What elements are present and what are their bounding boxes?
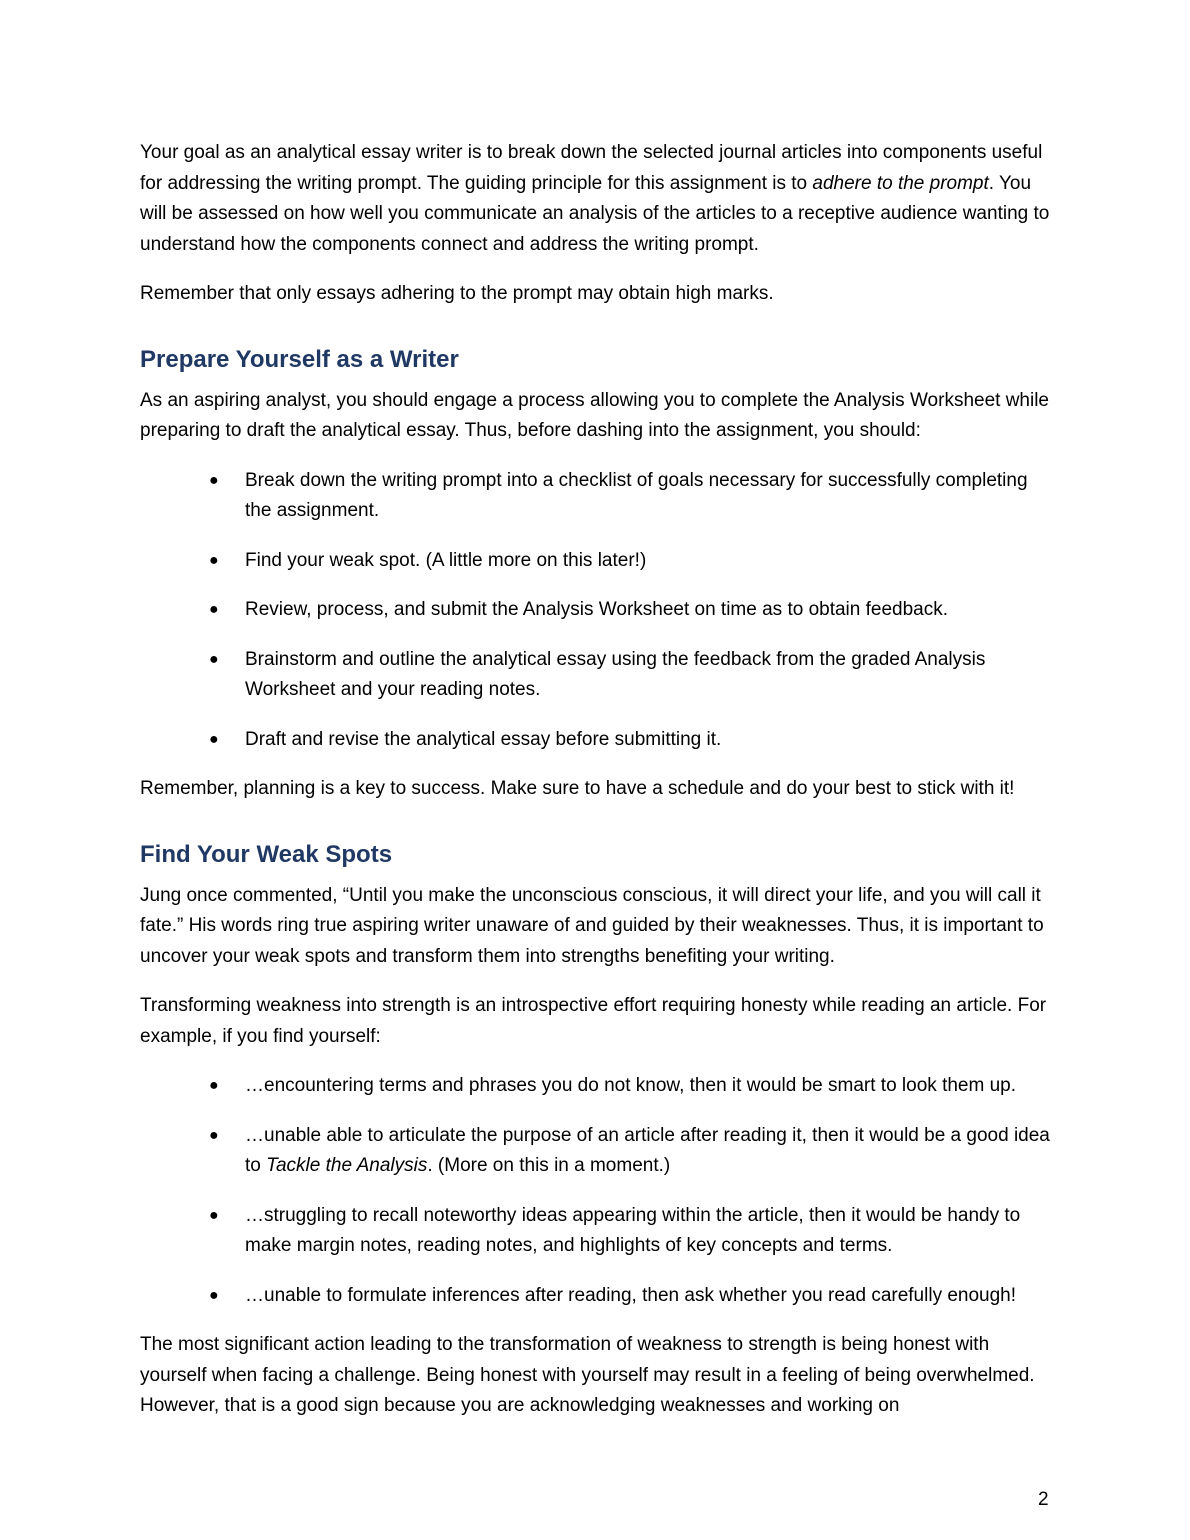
intro-emphasis: adhere to the prompt <box>812 172 989 194</box>
weak-spots-paragraph-3: The most significant action leading to the transformation of weakness to strength is being honest with yourself when facing a challenge. Being honest with yourself may result in a feeling of being overwhelmed. However, that is a good sign because you are acknowledging weaknesses and working on <box>140 1334 1035 1416</box>
heading-prepare-yourself: Prepare Yourself as a Writer <box>140 345 459 373</box>
bullet-icon: ● <box>209 1126 219 1144</box>
bullet-icon: ● <box>209 471 219 489</box>
intro-text-b: . You will be assessed on how well you communicate an analysis of the articles to a receptive audience wanting to understand how the components connect and address the writing prompt. <box>140 172 1050 255</box>
list-item-text: Review, process, and submit the Analysis Worksheet on time as to obtain feedback. <box>245 599 949 620</box>
list-item-text: …encountering terms and phrases you do not know, then it would be smart to look them up. <box>245 1075 1016 1096</box>
intro-paragraph-1 <box>140 138 1055 260</box>
heading-find-weak-spots: Find Your Weak Spots <box>140 840 393 868</box>
list-item <box>140 1281 1055 1312</box>
list-item <box>140 1201 1055 1262</box>
list-item <box>140 466 1055 527</box>
bullet-icon: ● <box>209 730 219 748</box>
list-item <box>140 725 1055 756</box>
list-item-text: …struggling to recall noteworthy ideas appearing within the article, then it would be handy to make margin notes, reading notes, and highlights of key concepts and terms. <box>245 1204 1021 1256</box>
list-item <box>140 595 1055 626</box>
weak-spots-paragraph-1: Jung once commented, “Until you make the unconscious conscious, it will direct your life, and you will call it fate.” His words ring true aspiring writer unaware of and guided by their weaknesses. Thus, it is important to uncover your weak spots and transform them into strengths benefiting your writing. <box>140 884 1044 967</box>
intro-paragraph-2: Remember that only essays adhering to the prompt may obtain high marks. <box>140 283 774 304</box>
prepare-closing-paragraph: Remember, planning is a key to success. Make sure to have a schedule and do your best to stick with it! <box>140 778 1015 799</box>
bullet-icon: ● <box>209 1077 219 1094</box>
list-item-text: Find your weak spot. (A little more on this later!) <box>245 549 647 571</box>
bullet-icon: ● <box>209 1206 219 1224</box>
bullet-icon: ● <box>209 1286 219 1304</box>
prepare-lead-paragraph: As an aspiring analyst, you should engage a process allowing you to complete the Analysis Worksheet while preparing to draft the analytical essay. Thus, before dashing into the assignment, you should: <box>140 389 1050 441</box>
weak-spots-list <box>140 1071 1055 1311</box>
intro-text-a: Your goal as an analytical essay writer is to break down the selected journal articles into components useful for addressing the writing prompt. The guiding principle for this assignment is to <box>140 142 1043 194</box>
bullet-icon: ● <box>209 551 219 569</box>
list-item <box>140 1071 1055 1102</box>
list-item-text: Break down the writing prompt into a checklist of goals necessary for successfully completing the assignment. <box>245 469 1028 521</box>
prepare-checklist <box>140 466 1055 756</box>
list-item <box>140 645 1055 706</box>
page-number: 2 <box>1038 1489 1049 1510</box>
list-item-emphasis: Tackle the Analysis <box>266 1155 428 1176</box>
list-item-text-b: . (More on this in a moment.) <box>427 1155 671 1176</box>
document-page <box>140 138 1055 1441</box>
list-item <box>140 1121 1055 1182</box>
list-item <box>140 546 1055 577</box>
list-item-text-a: …unable able to articulate the purpose of an article after reading it, then it would be a good idea to <box>245 1124 1050 1176</box>
bullet-icon: ● <box>209 650 219 668</box>
bullet-icon: ● <box>209 601 219 618</box>
list-item-text: Draft and revise the analytical essay before submitting it. <box>245 728 722 750</box>
list-item-text: …unable to formulate inferences after reading, then ask whether you read carefully enough! <box>245 1284 1017 1306</box>
weak-spots-paragraph-2: Transforming weakness into strength is an introspective effort requiring honesty while reading an article. For example, if you find yourself: <box>140 995 1047 1047</box>
list-item-text: Brainstorm and outline the analytical essay using the feedback from the graded Analysis Worksheet and your reading notes. <box>245 648 986 700</box>
